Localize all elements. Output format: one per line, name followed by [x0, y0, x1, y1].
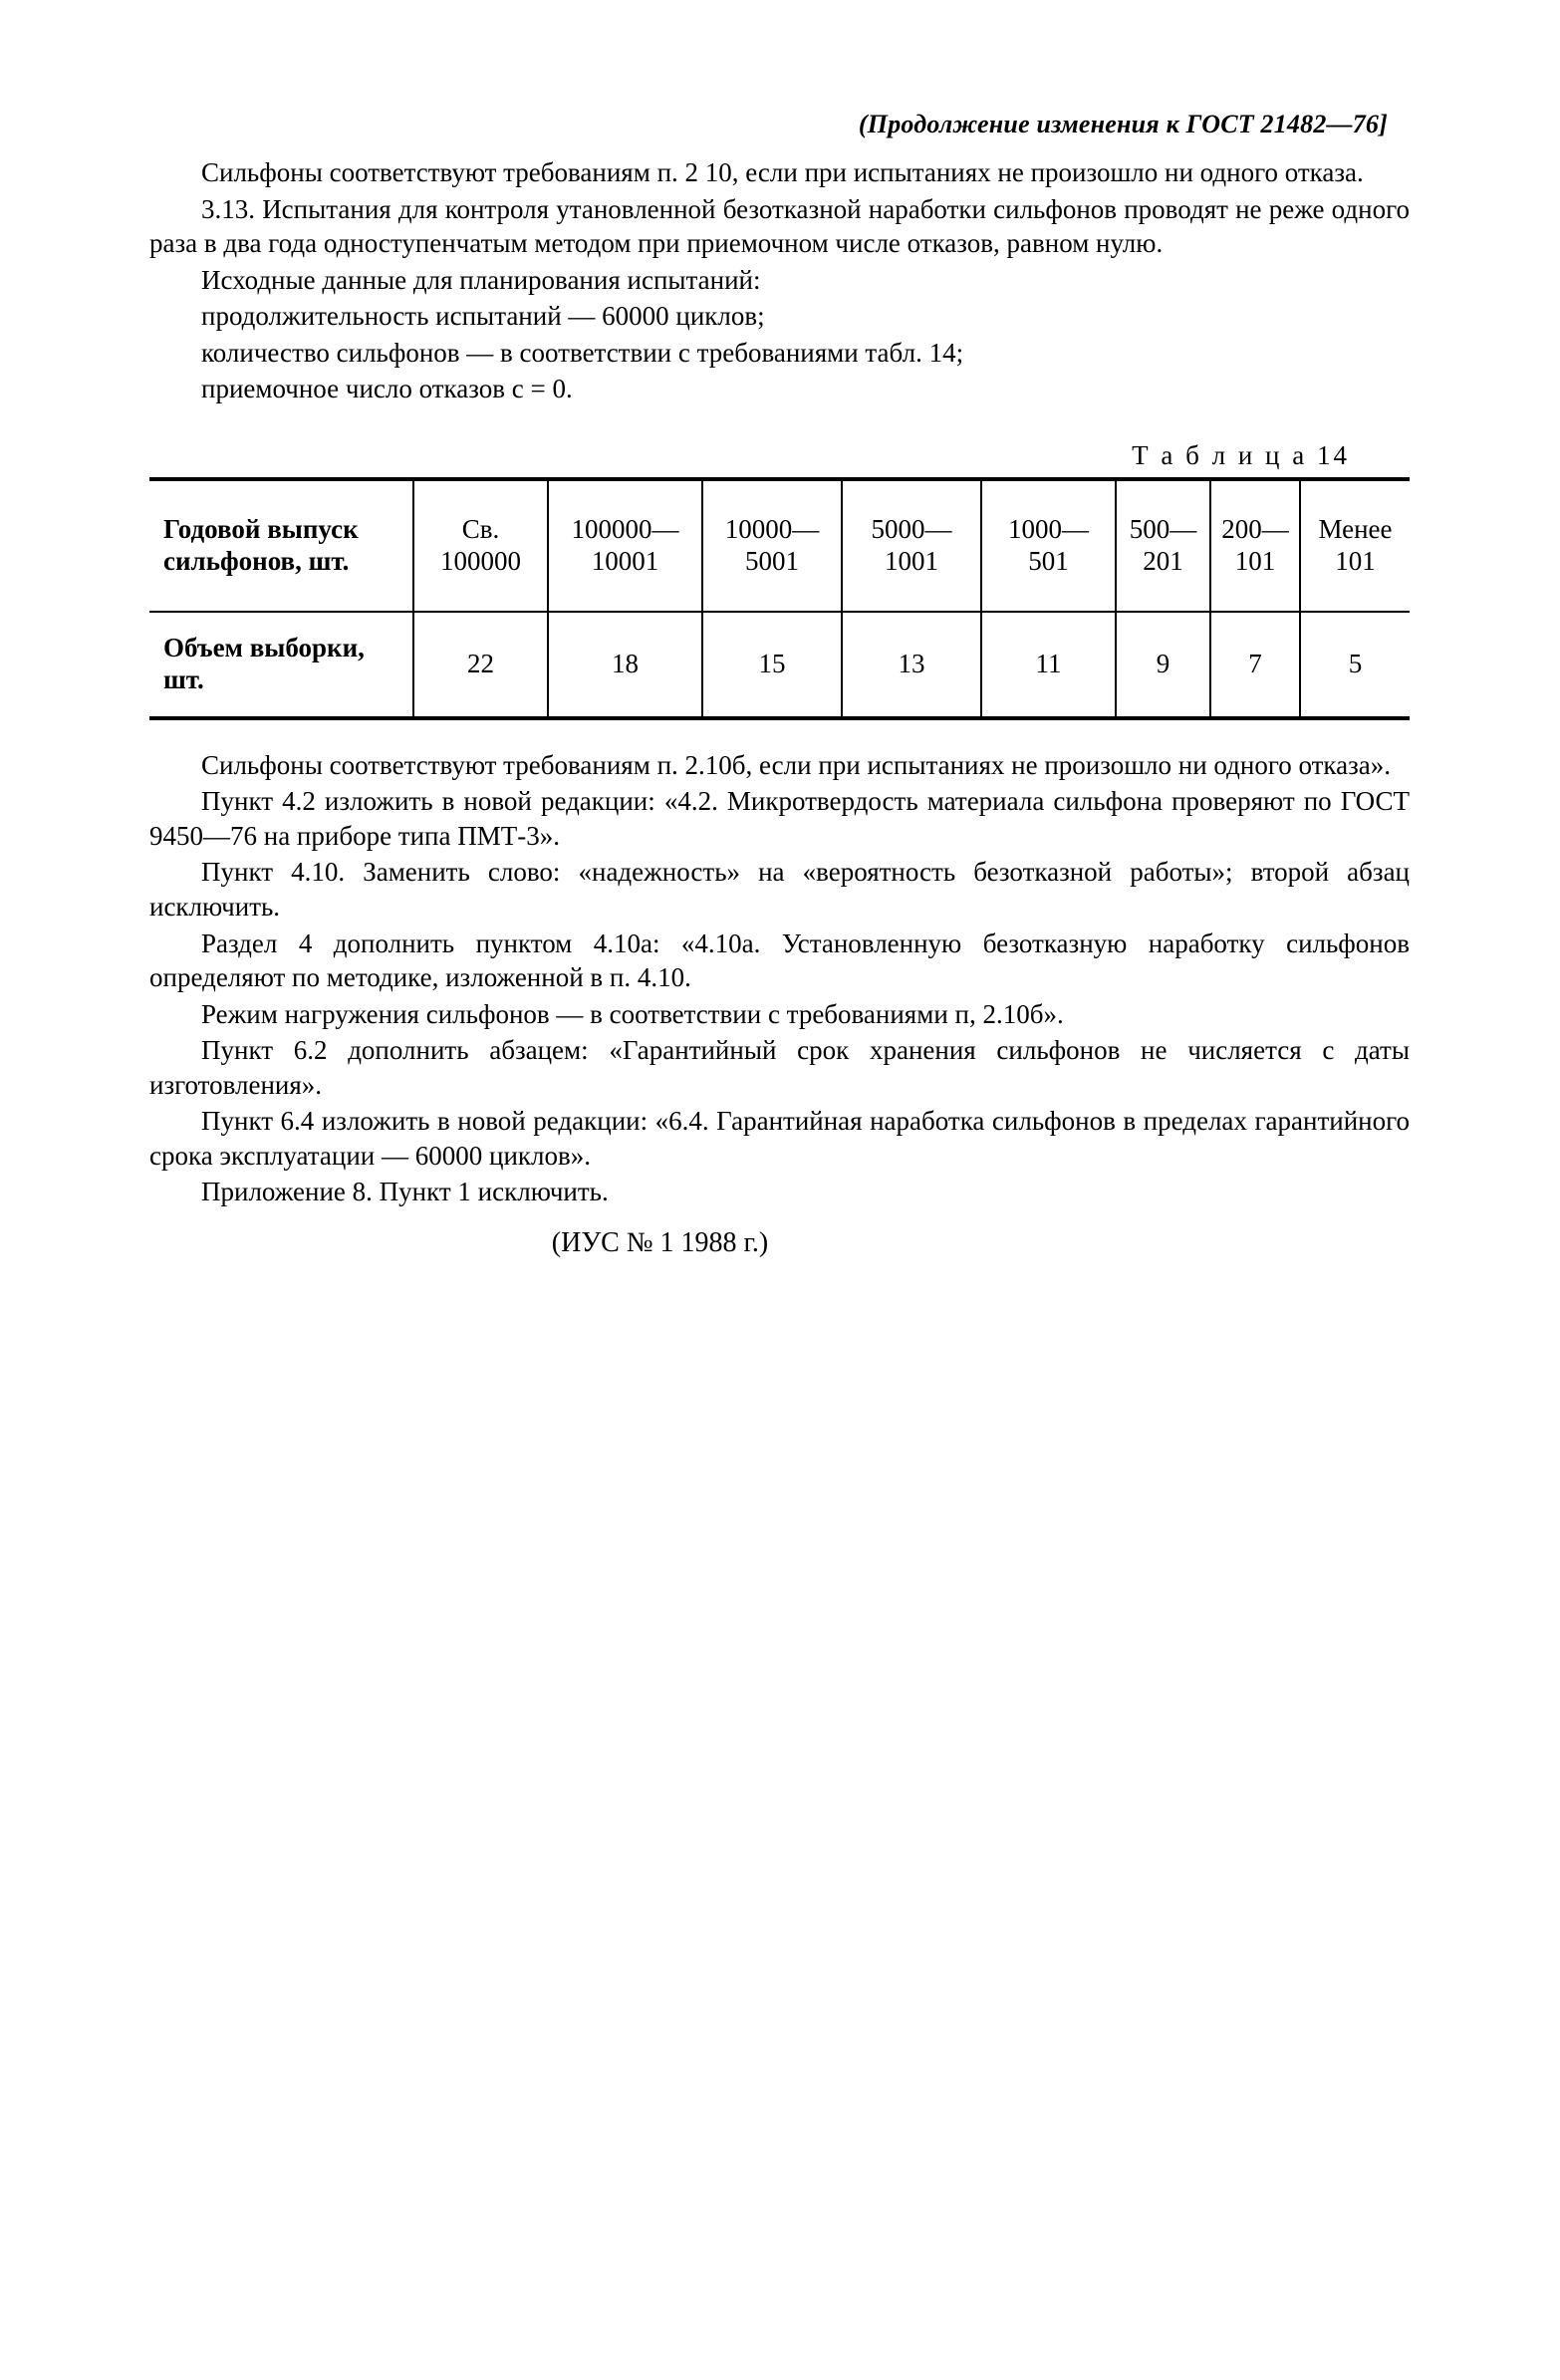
col-header-7-line2: 101 [1234, 545, 1276, 576]
after-paragraph-3: Пункт 4.10. Заменить слово: «надежность» на «вероятность безотказной работы»; второй абзац исключить. [149, 857, 1410, 923]
paragraph-2: 3.13. Испытания для контроля утановленной безотказной наработки сильфонов проводят не реже одного раза в два года одноступенчатым методом при приемочном числе отказов, равном нулю. [149, 193, 1410, 259]
col-header-2 [548, 481, 702, 611]
cell-value-2: 18 [548, 613, 702, 716]
col-header-3-line2: 5001 [745, 545, 799, 576]
col-header-2-line1: 100000— [571, 513, 679, 544]
table-caption: Т а б л и ц а 14 [1132, 439, 1350, 470]
cell-value-7: 7 [1210, 613, 1300, 716]
after-paragraph-2: Пункт 4.2 изложить в новой редакции: «4.2. Микротвердость материала сильфона проверяют по ГОСТ 9450—76 на приборе типа ПМТ-3». [149, 786, 1410, 851]
sub-item-2: количество сильфонов — в соответствии с требованиями табл. 14; [201, 337, 964, 368]
sub-item-1: продолжительность испытаний — 60000 циклов; [201, 301, 765, 332]
after-table-block [149, 748, 1410, 1209]
cell-value-5: 11 [981, 613, 1116, 716]
table-header-row [149, 481, 1410, 611]
col-header-3-line1: 10000— [724, 513, 820, 544]
col-header-4-line1: 5000— [871, 513, 952, 544]
table-rule-bottom [149, 716, 1410, 720]
col-header-7-line1: 200— [1221, 513, 1289, 544]
issue-footer: (ИУС № 1 1988 г.) [551, 1226, 769, 1258]
col-header-8 [1300, 481, 1410, 611]
col-header-6-line1: 500— [1129, 513, 1197, 544]
cell-value-3: 15 [702, 613, 842, 716]
sampling-table [149, 481, 1410, 611]
sub-item-3: приемочное число отказов c = 0. [201, 374, 573, 404]
cell-value-6: 9 [1116, 613, 1210, 716]
row-header-sample [149, 613, 413, 716]
row-header-output [149, 481, 413, 611]
col-header-4-line2: 1001 [885, 545, 938, 576]
sampling-table-body [149, 613, 1410, 716]
after-paragraph-6: Пункт 6.2 дополнить абзацем: «Гарантийный срок хранения сильфонов не числяется с даты изготовления». [149, 1035, 1410, 1100]
col-header-1-line2: 100000 [440, 545, 521, 576]
cell-value-8: 5 [1300, 613, 1410, 716]
col-header-4 [842, 481, 981, 611]
paragraph-3: Исходные данные для планирования испытаний: [201, 264, 761, 295]
col-header-1 [413, 481, 548, 611]
paragraph-1: Сильфоны соответствуют требованиям п. 2 10, если при испытаниях не произошло ни одного отказа. [201, 157, 1364, 187]
col-header-8-line1: Менее [1318, 513, 1393, 544]
after-paragraph-5: Режим нагружения сильфонов — в соответствии с требованиями п, 2.10б». [201, 998, 1064, 1029]
page-content [149, 110, 1410, 1259]
col-header-5 [981, 481, 1116, 611]
col-header-6 [1116, 481, 1210, 611]
row-header-output-text: Годовой выпуск сильфонов, шт. [163, 513, 359, 576]
col-header-3 [702, 481, 842, 611]
col-header-2-line2: 10001 [591, 545, 659, 576]
cell-value-1: 22 [413, 613, 548, 716]
after-paragraph-4: Раздел 4 дополнить пунктом 4.10а: «4.10а. Установленную безотказную наработку сильфонов определяют по методике, изложенной в п. 4.10. [149, 927, 1410, 993]
table-row [149, 613, 1410, 716]
col-header-8-line2: 101 [1335, 545, 1376, 576]
row-header-sample-text: Объем выборки, шт. [163, 632, 365, 694]
after-paragraph-1: Сильфоны соответствуют требованиям п. 2.10б, если при испытаниях не произошло ни одного отказа». [201, 749, 1392, 780]
col-header-6-line2: 201 [1143, 545, 1183, 576]
after-paragraph-7: Пункт 6.4 изложить в новой редакции: «6.4. Гарантийная наработка сильфонов в пределах гарантийного срока эксплуатации — 60000 циклов». [149, 1106, 1410, 1171]
after-paragraph-8: Приложение 8. Пункт 1 исключить. [201, 1177, 609, 1207]
cell-value-4: 13 [842, 613, 981, 716]
col-header-5-line2: 501 [1028, 545, 1069, 576]
continuation-header: (Продолжение изменения к ГОСТ 21482—76] [858, 110, 1388, 138]
col-header-5-line1: 1000— [1008, 513, 1089, 544]
col-header-1-line1: Св. [461, 513, 500, 544]
col-header-7 [1210, 481, 1300, 611]
